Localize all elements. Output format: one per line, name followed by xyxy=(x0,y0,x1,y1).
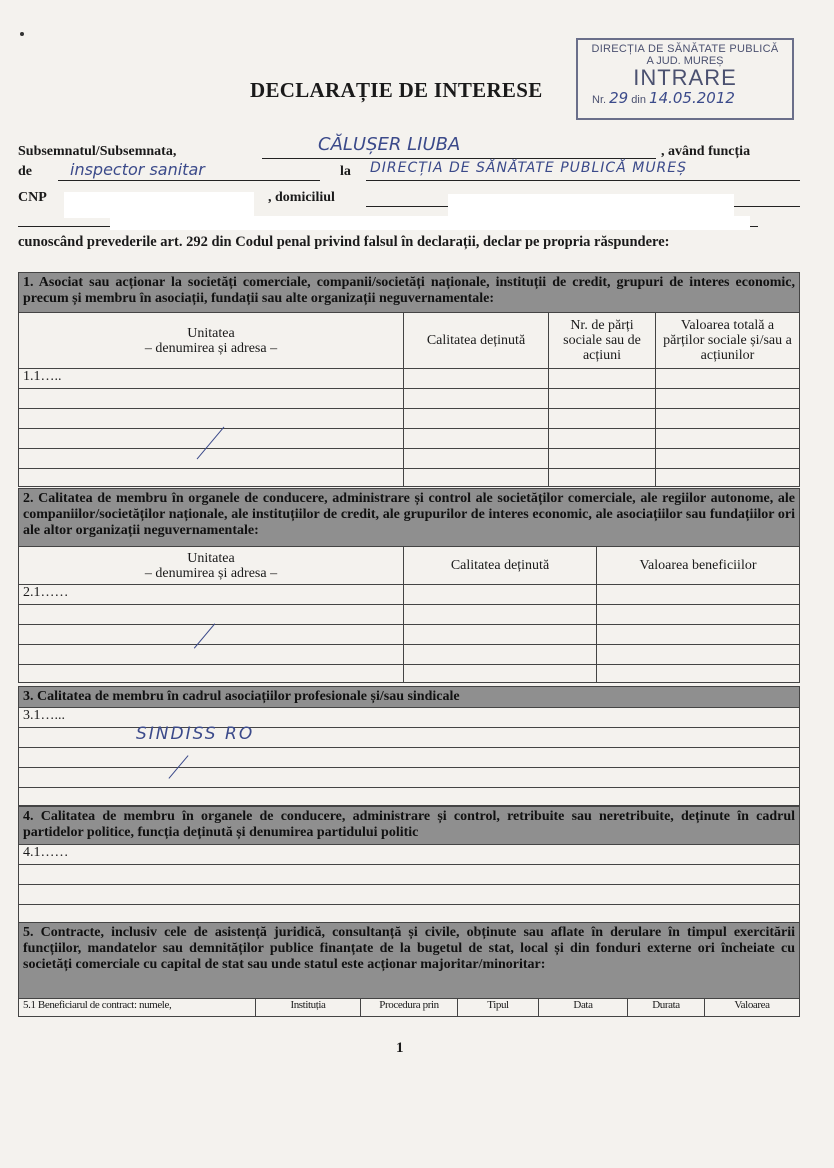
stamp-date-value: 14.05.2012 xyxy=(649,89,735,107)
functia-label: , având funcția xyxy=(661,144,751,159)
section3-table xyxy=(18,686,800,806)
functia-value: inspector sanitar xyxy=(70,160,205,179)
section1-row1-label: 1.1….. xyxy=(19,369,404,389)
registration-stamp xyxy=(576,38,794,120)
page-number: 1 xyxy=(396,1040,404,1056)
name-underline xyxy=(262,158,656,159)
section2-heading: 2. Calitatea de membru în organele de conducere, administrare și control ale societăților comerciale, ale regiilor autonome, ale companiilor/societăților naționale, ale instituțiilor de credit, ale grupurilor de interes economic, ale asociațiilor sau fundațiilor ori ale altor organizații neguvernamentale: xyxy=(19,489,800,547)
stamp-nr-label: Nr. xyxy=(592,94,607,106)
section1-col-calitatea: Calitatea deținută xyxy=(404,313,549,369)
de-label: de xyxy=(18,164,32,179)
section1-heading: 1. Asociat sau acționar la societăți comerciale, companii/societăți naționale, instituții de credit, grupuri de interes economic, precum și membru în asociații, fundații sau alte organizații neguvernamentale: xyxy=(19,273,800,313)
institutia-underline xyxy=(366,180,800,181)
section4-row1-label: 4.1…… xyxy=(19,845,800,865)
cnp-redaction xyxy=(64,192,254,218)
section5-col-data: Data xyxy=(539,999,628,1017)
la-label: la xyxy=(340,164,351,179)
stamp-line3: INTRARE xyxy=(633,65,737,90)
section1-col-unitatea: Unitatea – denumirea și adresa – xyxy=(19,313,404,369)
scan-speck xyxy=(20,32,24,36)
section2-col-calitatea: Calitatea deținută xyxy=(404,547,597,585)
section4-table xyxy=(18,806,800,923)
section1-table xyxy=(18,272,800,487)
section1-col-valoarea: Valoarea totală a părților sociale și/sau a acțiunilor xyxy=(656,313,800,369)
section1-col-nr-parti: Nr. de părți sociale sau de acțiuni xyxy=(549,313,656,369)
stamp-nr-row xyxy=(578,89,792,107)
institutia-value: DIRECȚIA DE SĂNĂTATE PUBLICĂ MUREȘ xyxy=(370,160,688,176)
section5-col-institutia: Instituția xyxy=(256,999,361,1017)
section3-row1-label: 3.1…... xyxy=(19,708,800,728)
stamp-line2: A JUD. MUREȘ xyxy=(646,55,724,67)
page-title: DECLARAȚIE DE INTERESE xyxy=(250,78,543,102)
section5-col-durata: Durata xyxy=(628,999,705,1017)
stamp-nr-value: 29 xyxy=(609,89,629,107)
section5-col-procedura: Procedura prin xyxy=(361,999,458,1017)
section5-col-beneficiar: 5.1 Beneficiarul de contract: numele, xyxy=(19,999,256,1017)
section5-col-tipul: Tipul xyxy=(458,999,539,1017)
stamp-line1: DIRECȚIA DE SĂNĂTATE PUBLICĂ xyxy=(591,43,779,55)
section5-col-valoarea: Valoarea xyxy=(705,999,800,1017)
section3-heading: 3. Calitatea de membru în cadrul asociațiilor profesionale și/sau sindicale xyxy=(19,687,800,708)
section5-table xyxy=(18,922,800,1017)
section2-row1-label: 2.1…… xyxy=(19,585,404,605)
section3-handwritten: SINDISS RO xyxy=(136,724,255,744)
section2-col-valoarea: Valoarea beneficiilor xyxy=(597,547,800,585)
section5-heading: 5. Contracte, inclusiv cele de asistență juridică, consultanță și civile, obținute sau aflate în derulare în timpul exercitării funcțiilor, mandatelor sau demnităților publice finanțate de la bugetul de stat, local și din fonduri externe ori încheiate cu societăți comerciale cu capital de stat sau unde statul este acționar majoritar/minoritar: xyxy=(19,923,800,999)
section2-col-unitatea: Unitatea – denumirea și adresa – xyxy=(19,547,404,585)
functia-underline xyxy=(58,180,320,181)
section4-heading: 4. Calitatea de membru în organele de conducere, administrare și control, retribuite sau neretribuite, deținute în cadrul partidelor politice, funcția deținută și denumirea partidului politic xyxy=(19,807,800,845)
address-redaction-2 xyxy=(110,216,750,230)
stamp-din-label: din xyxy=(631,94,646,106)
address-redaction xyxy=(448,194,734,216)
domiciliul-label: , domiciliul xyxy=(268,190,335,205)
cnp-label: CNP xyxy=(18,190,47,205)
subsemnatul-label: Subsemnatul/Subsemnata, xyxy=(18,144,177,159)
name-value: CĂLUȘER LIUBA xyxy=(318,134,461,155)
section2-table xyxy=(18,488,800,683)
declaration-text: cunoscând prevederile art. 292 din Codul penal privind falsul în declarații, declar pe propria răspundere: xyxy=(18,234,670,250)
